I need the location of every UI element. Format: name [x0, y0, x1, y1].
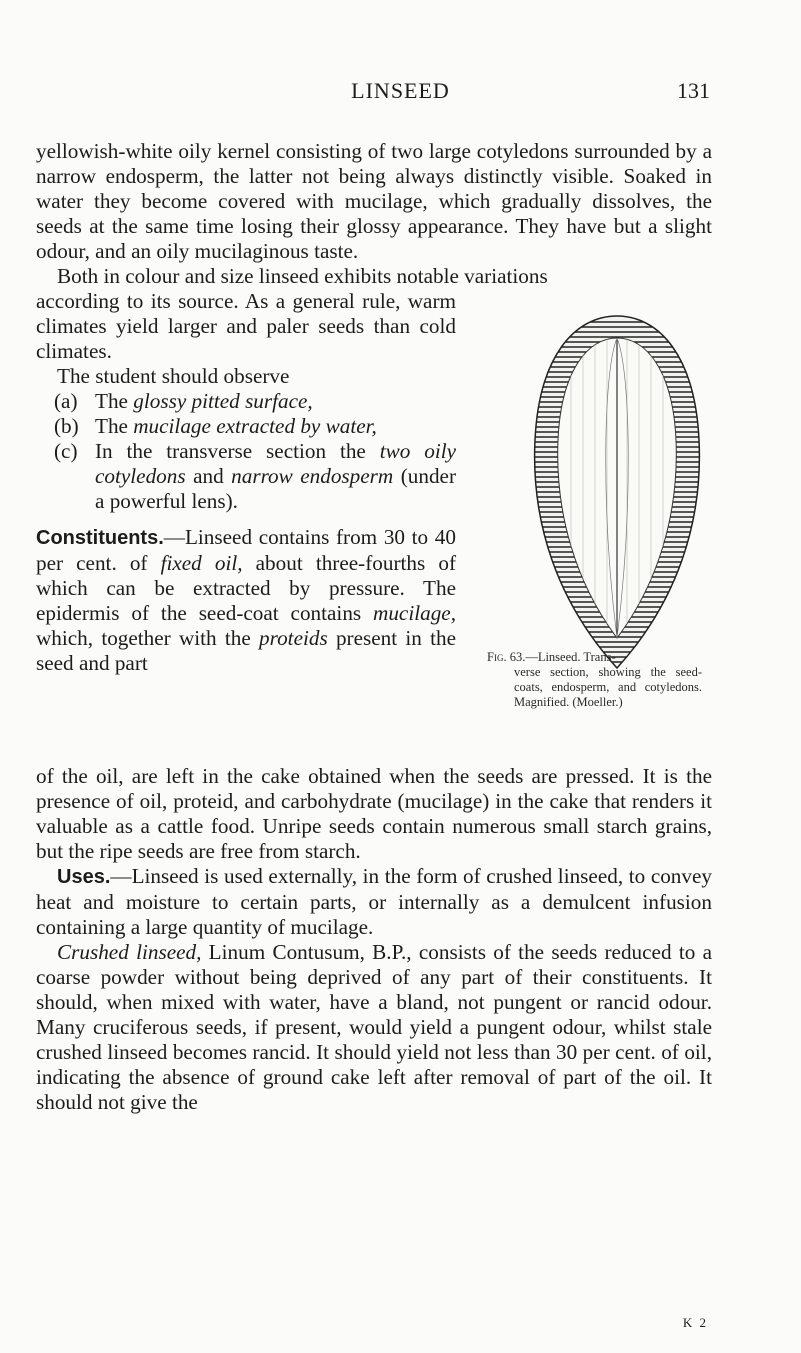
linseed-section-figure — [527, 312, 707, 672]
signature-mark: K 2 — [682, 1315, 708, 1330]
observation-list — [54, 389, 456, 514]
paragraph-2 — [36, 264, 712, 289]
linseed-transverse-section-icon — [527, 312, 707, 672]
crushed-linseed-paragraph: Crushed linseed, Linum Contusum, B.P., consists of the seeds reduced to a coarse powder without being deprived of any part of their constituents. It should, when mixed with water, have a bland, not pungent or rancid odour. Many cruciferous seeds, if present, would yield a pungent odour, whilst stale crushed linseed becomes rancid. It should yield not less than 30 per cent. of oil, indicating the absence of ground cake left after removal of part of the oil. It should not give the — [36, 940, 712, 1114]
uses-paragraph: Uses.—Linseed is used externally, in the form of crushed linseed, to convey heat and moisture to certain parts, or internally as a demulcent infusion containing a large quantity of mucilage. — [36, 864, 712, 939]
narrow-column — [36, 289, 456, 676]
paragraph-1-text: yellowish-white oily kernel consisting of two large cotyledons surrounded by a narrow endosperm, the latter not being always distinctly visible. Soaked in water they become covered with mucilage, which gradually dissolves, the seeds at the same time losing their glossy appearance. They have but a slight odour, and an oily mucilaginous taste. — [36, 139, 712, 263]
list-item: (c) In the transverse section the two oily cotyledons and narrow endosperm (under a powerful lens). — [54, 439, 457, 513]
paragraph-2-first-line: Both in colour and size linseed exhibits notable variations — [57, 264, 548, 288]
constituents-paragraph: Constituents.—Linseed contains from 30 to 40 per cent. of fixed oil, about three-fourths of which can be extracted by pressure. The epidermis of the seed-coat contains mucilage, which, together with the proteids present in the seed and part — [36, 525, 456, 675]
figure-caption — [487, 650, 702, 710]
paragraph-1 — [36, 139, 712, 264]
running-title: LINSEED — [351, 78, 450, 103]
paragraph-3: The student should observe — [57, 364, 290, 388]
list-marker: (c) — [54, 439, 78, 463]
uses-heading: Uses. — [57, 866, 111, 888]
page-number: 131 — [677, 78, 710, 103]
paragraph-2-rest: according to its source. As a general rule, warm climates yield larger and paler seeds than cold climates. — [36, 289, 456, 363]
constituents-heading: Constituents. — [36, 527, 164, 549]
main-text-continued — [36, 764, 712, 1115]
constituents-continued: of the oil, are left in the cake obtained when the seeds are pressed. It is the presence of oil, proteid, and carbohydrate (mucilage) in the cake that renders it valuable as a cattle food. Unripe seeds contain numerous small starch grains, but the ripe seeds are free from starch. — [36, 764, 712, 863]
list-item: (b) The mucilage extracted by water, — [54, 414, 377, 438]
list-marker: (a) — [54, 389, 78, 413]
caption-first-line: Fig. 63.—Linseed. Trans- — [487, 650, 616, 664]
list-item: (a) The glossy pitted surface, — [54, 389, 313, 413]
list-marker: (b) — [54, 414, 79, 438]
page-header — [0, 76, 801, 112]
caption-rest: verse section, showing the seed-coats, endosperm, and cotyledons. Magnified. (Moeller.) — [514, 665, 702, 709]
caption-label: Fig. 63. — [487, 650, 526, 664]
